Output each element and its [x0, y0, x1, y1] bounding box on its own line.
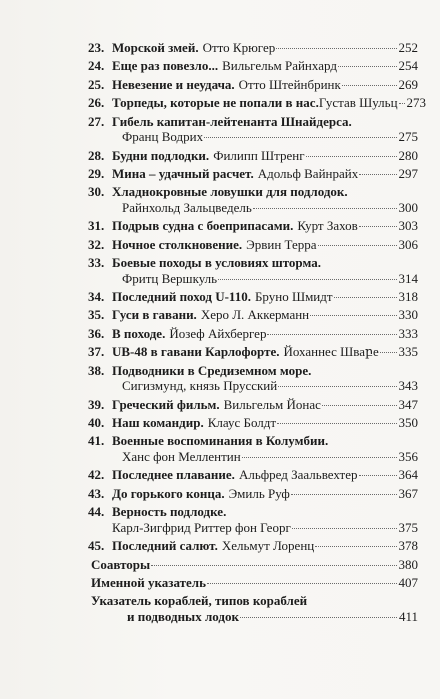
- entry-title: Наш командир.: [112, 415, 204, 431]
- entry-author: Йоханнес Шваբе: [283, 344, 379, 360]
- entry-page: 297: [398, 165, 418, 181]
- dot-leader: [218, 279, 396, 280]
- dot-leader: [306, 156, 397, 157]
- entry-title: Подводники в Средиземном море.: [112, 362, 312, 378]
- entry-author: Сигизмунд, князь Прусский: [122, 378, 278, 394]
- entry-author: Райнхольд Зальцведель: [122, 199, 252, 215]
- entry-page: 273: [406, 95, 427, 111]
- toc-entry-27: [73, 114, 418, 145]
- entry-page: 303: [398, 218, 418, 234]
- toc-entry-33: [73, 255, 418, 286]
- dot-leader: [242, 457, 397, 458]
- toc-entry-25: [73, 77, 418, 93]
- entry-page: 347: [398, 396, 418, 412]
- entry-title: Еще раз повезло...: [112, 58, 219, 74]
- entry-number: 26.: [88, 95, 105, 111]
- entry-page: 350: [398, 415, 418, 431]
- entry-author: Фритц Вершкуль: [122, 270, 218, 286]
- toc-entry-42: [73, 467, 418, 483]
- toc-entry-31: [73, 218, 418, 234]
- entry-author: Вильгельм Йонас: [223, 396, 321, 412]
- dot-leader: [292, 528, 397, 529]
- entry-number: 29.: [88, 165, 105, 181]
- dot-leader: [315, 546, 396, 547]
- entry-number: 39.: [88, 396, 105, 412]
- toc-entry-28: [73, 148, 418, 164]
- entry-number: 27.: [88, 113, 105, 129]
- entry-title: Невезение и неудача.: [112, 76, 235, 92]
- entry-title: Гуси в гавани.: [112, 307, 197, 323]
- entry-author: Йозеф Айхбергер: [169, 325, 267, 341]
- entry-author: Отто Штейнбринк: [238, 76, 341, 92]
- entry-number: 32.: [88, 236, 105, 252]
- toc-entry-24: [73, 58, 418, 74]
- dot-leader: [310, 315, 396, 316]
- entry-title: Мина – удачный расчет.: [112, 165, 254, 181]
- dot-leader: [318, 245, 397, 246]
- entry-number: 37.: [88, 344, 105, 360]
- entry-page: 356: [398, 449, 418, 464]
- toc-section-coauthors: [91, 557, 418, 573]
- entry-author: Херо Л. Аккерманн: [200, 307, 310, 323]
- toc-entry-35: [73, 307, 418, 323]
- entry-page: 335: [398, 344, 418, 360]
- entry-number: 30.: [88, 184, 105, 200]
- entry-author: Клаус Болдт: [207, 415, 277, 431]
- entry-page: 300: [398, 199, 418, 215]
- entry-author: Адольф Вайнрайх: [257, 165, 359, 181]
- dot-leader: [291, 494, 397, 495]
- section-title: Соавторы: [91, 556, 151, 572]
- entry-title: Последний салют.: [112, 538, 218, 554]
- entry-page: 280: [398, 147, 418, 163]
- entry-author: Эмиль Руф: [228, 485, 290, 501]
- entry-number: 43.: [88, 485, 105, 501]
- entry-page: 314: [398, 270, 418, 286]
- toc-entry-45: [73, 538, 418, 554]
- entry-number: 34.: [88, 289, 105, 305]
- entry-number: 38.: [88, 362, 105, 378]
- dot-leader: [359, 226, 397, 227]
- toc-entry-36: [73, 326, 418, 342]
- entry-title: До горького конца.: [112, 485, 225, 501]
- dot-leader: [399, 103, 405, 104]
- entry-author: Франц Водрих: [122, 129, 204, 145]
- toc-entry-44: [73, 504, 418, 535]
- entry-title: UB-48 в гавани Карлофорте.: [112, 344, 280, 360]
- toc-entry-29: [73, 166, 418, 182]
- toc-section-name-index: [91, 575, 418, 591]
- entry-author: Вильгельм Райнхард: [222, 58, 337, 74]
- entry-author: Отто Крюгер: [202, 40, 276, 55]
- entry-number: 25.: [88, 76, 105, 92]
- entry-author: Карл-Зигфрид Риттер фон Георг: [112, 519, 291, 535]
- dot-leader: [253, 208, 397, 209]
- entry-page: 318: [398, 289, 418, 305]
- entry-number: 41.: [88, 433, 105, 449]
- entry-page: 378: [398, 538, 418, 554]
- entry-title: Военные воспоминания в Колумбии.: [112, 433, 329, 449]
- section-page: 411: [398, 608, 418, 624]
- entry-number: 24.: [88, 58, 105, 74]
- section-title-line1: Указатель кораблей, типов кораблей: [91, 593, 308, 609]
- dot-leader: [342, 85, 397, 86]
- toc-entry-39: [73, 397, 418, 413]
- entry-title: Боевые походы в условиях шторма.: [112, 255, 321, 271]
- entry-author: Эрвин Терра: [246, 236, 317, 252]
- dot-leader: [207, 583, 397, 584]
- toc-entry-32: [73, 237, 418, 253]
- entry-title: В походе.: [112, 325, 166, 341]
- entry-number: 40.: [88, 415, 105, 431]
- dot-leader: [359, 475, 397, 476]
- dot-leader: [240, 617, 397, 618]
- entry-title: Торпеды, которые не попали в нас.: [112, 95, 319, 111]
- entry-author: Ханс фон Меллентин: [122, 449, 241, 464]
- toc-entry-26: [73, 95, 427, 111]
- toc-entry-40: [73, 415, 418, 431]
- entry-page: 364: [398, 467, 418, 483]
- entry-number: 42.: [88, 467, 105, 483]
- dot-leader: [334, 297, 397, 298]
- table-of-contents: [73, 40, 427, 627]
- entry-number: 23.: [88, 40, 105, 55]
- entry-page: 367: [398, 485, 418, 501]
- dot-leader: [322, 405, 397, 406]
- entry-title: Гибель капитан-лейтенанта Шнайдерса.: [112, 113, 352, 129]
- entry-page: 343: [398, 378, 418, 394]
- entry-author: Курт Захов: [297, 218, 358, 234]
- dot-leader: [276, 48, 396, 49]
- entry-number: 31.: [88, 218, 105, 234]
- dot-leader: [380, 352, 397, 353]
- toc-section-ship-index: [91, 593, 418, 624]
- entry-author: Альфред Заальвехтер: [238, 467, 358, 483]
- entry-number: 28.: [88, 147, 105, 163]
- entry-author: Филипп Штренг: [213, 147, 305, 163]
- entry-title: Ночное столкновение.: [112, 236, 243, 252]
- entry-title: Греческий фильм.: [112, 396, 220, 412]
- dot-leader: [338, 66, 397, 67]
- entry-number: 44.: [88, 504, 105, 520]
- entry-title: Последнее плавание.: [112, 467, 235, 483]
- entry-author: Бруно Шмидт: [254, 289, 333, 305]
- toc-entry-38: [73, 363, 418, 394]
- toc-entry-34: [73, 289, 418, 305]
- entry-title: Морской змей.: [112, 40, 199, 55]
- entry-page: 330: [398, 307, 418, 323]
- section-title: Именной указатель: [91, 574, 206, 590]
- entry-number: 35.: [88, 307, 105, 323]
- entry-number: 45.: [88, 538, 105, 554]
- entry-number: 36.: [88, 325, 105, 341]
- entry-page: 333: [398, 325, 418, 341]
- entry-title: Верность подлодке.: [112, 504, 227, 520]
- toc-entry-37: [73, 344, 418, 360]
- entry-page: 252: [398, 40, 418, 55]
- dot-leader: [277, 423, 396, 424]
- entry-number: 33.: [88, 255, 105, 271]
- entry-title: Хладнокровные ловушки для подлодок.: [112, 184, 348, 200]
- section-title-line2: и подводных лодок: [127, 608, 239, 624]
- dot-leader: [151, 565, 396, 566]
- dot-leader: [359, 174, 396, 175]
- toc-entry-41: [73, 433, 418, 464]
- toc-entry-30: [73, 184, 418, 215]
- entry-page: 254: [398, 58, 418, 74]
- entry-title: Будни подлодки.: [112, 147, 210, 163]
- entry-page: 375: [398, 519, 418, 535]
- entry-page: 269: [398, 76, 418, 92]
- entry-page: 306: [398, 236, 418, 252]
- dot-leader: [278, 386, 396, 387]
- entry-page: 275: [398, 129, 418, 145]
- entry-author: Хельмут Лоренц: [221, 538, 315, 554]
- dot-leader: [204, 137, 396, 138]
- dot-leader: [267, 334, 396, 335]
- entry-author: Густав Шульц: [318, 95, 398, 111]
- toc-entry-23: [73, 40, 418, 56]
- section-page: 407: [398, 574, 418, 590]
- section-page: 380: [398, 556, 418, 572]
- entry-title: Последний поход U-110.: [112, 289, 251, 305]
- entry-title: Подрыв судна с боеприпасами.: [112, 218, 294, 234]
- toc-entry-43: [73, 486, 418, 502]
